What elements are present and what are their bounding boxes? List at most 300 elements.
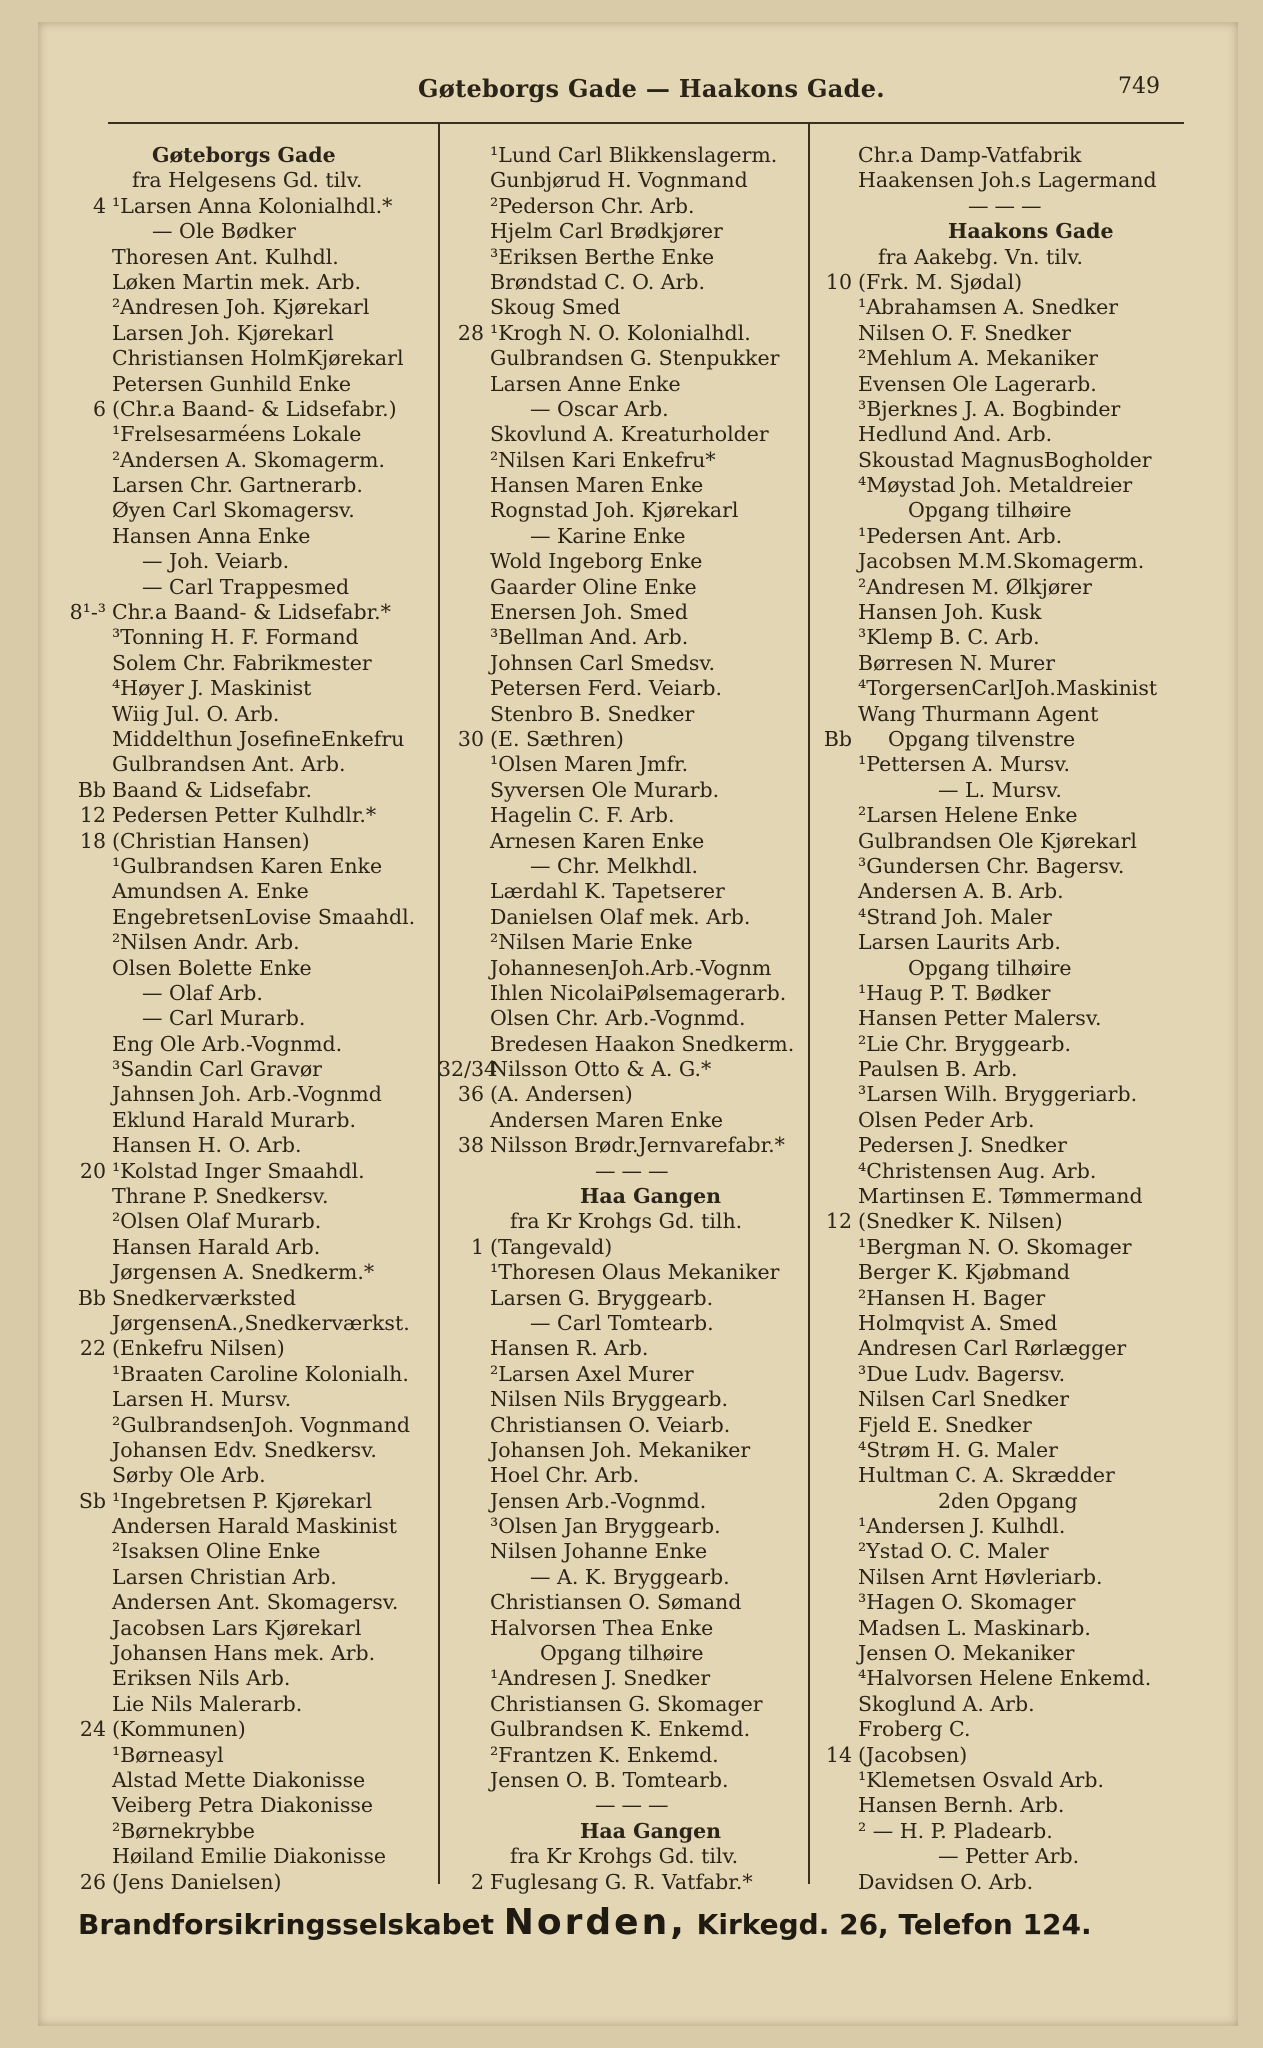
- entry-text: Nilsson Brødr.Jernvarefabr.*: [490, 1133, 785, 1158]
- entry-text: ———: [595, 1158, 675, 1183]
- entry-text: Johansen Edv. Snedkersv.: [112, 1437, 377, 1462]
- entry-text: Arnesen Karen Enke: [490, 828, 705, 853]
- entry-text: Halvorsen Thea Enke: [490, 1615, 714, 1640]
- entry-text: Christiansen G. Skomager: [490, 1691, 763, 1716]
- directory-entry: [438, 219, 838, 244]
- directory-entry: [806, 905, 1216, 930]
- directory-entry: [806, 1666, 1216, 1691]
- entry-text: Lærdahl K. Tapetserer: [490, 879, 725, 904]
- entry-text: Skovlund A. Kreaturholder: [490, 422, 769, 447]
- directory-entry: [806, 422, 1216, 447]
- directory-entry: [68, 1793, 478, 1818]
- directory-entry: [438, 879, 838, 904]
- directory-entry: [438, 1006, 838, 1031]
- directory-entry: [806, 245, 1216, 270]
- entry-text: Hjelm Carl Brødkjører: [490, 219, 723, 244]
- directory-entry: [68, 1692, 478, 1717]
- directory-entry: [806, 1057, 1216, 1082]
- directory-entry: [438, 372, 838, 397]
- entry-text: ⁴Strand Joh. Maler: [858, 904, 1052, 929]
- entry-text: Davidsen O. Arb.: [858, 1869, 1034, 1894]
- entry-text: ⁴Møystad Joh. Metaldreier: [858, 473, 1133, 498]
- directory-entry: [806, 854, 1216, 879]
- street-heading: [68, 143, 478, 168]
- directory-entry: [68, 270, 478, 295]
- entry-text: ³Gundersen Chr. Bagersv.: [858, 853, 1125, 878]
- entry-text: ³Bjerknes J. A. Bogbinder: [858, 396, 1121, 421]
- entry-text: Stenbro B. Snedker: [490, 701, 695, 726]
- entry-text: Veiberg Petra Diakonisse: [112, 1793, 373, 1818]
- directory-entry: [438, 1616, 838, 1641]
- entry-text: ²Olsen Olaf Murarb.: [112, 1209, 322, 1234]
- entry-text: Fuglesang G. R. Vatfabr.*: [490, 1869, 753, 1894]
- directory-entry: [438, 981, 838, 1006]
- directory-entry: [68, 651, 478, 676]
- entry-text: ¹Ingebretsen P. Kjørekarl: [112, 1488, 373, 1513]
- directory-entry: [68, 1565, 478, 1590]
- directory-entry: [806, 1413, 1216, 1438]
- directory-entry: [68, 1463, 478, 1488]
- page-title: Gøteborgs Gade — Haakons Gade.: [418, 74, 885, 103]
- section-separator: [438, 1793, 838, 1818]
- entry-text: ²Isaksen Oline Enke: [112, 1539, 321, 1564]
- house-number: 20: [79, 1158, 106, 1183]
- directory-entry: [438, 270, 838, 295]
- entry-text: Syversen Ole Murarb.: [490, 777, 720, 802]
- entry-text: Baand & Lidsefabr.: [112, 777, 313, 802]
- directory-entry: [68, 1717, 478, 1742]
- directory-entry: [68, 1743, 478, 1768]
- entry-text: ¹Lund Carl Blikkenslagerm.: [490, 143, 778, 167]
- entry-text: ⁴Christensen Aug. Arb.: [858, 1158, 1097, 1183]
- entry-text: Hansen H. O. Arb.: [112, 1133, 302, 1158]
- directory-entry: [438, 1870, 838, 1895]
- directory-entry: [68, 422, 478, 447]
- directory-entry: [806, 1006, 1216, 1031]
- directory-entry: [438, 727, 838, 752]
- directory-entry: [806, 1870, 1216, 1895]
- directory-entry: [68, 1514, 478, 1539]
- entry-text: Christiansen HolmKjørekarl: [112, 346, 404, 371]
- house-number: 22: [79, 1336, 106, 1361]
- directory-entry: [68, 1539, 478, 1564]
- entry-text: Børresen N. Murer: [858, 650, 1056, 675]
- directory-entry: [806, 752, 1216, 777]
- entry-text: Christiansen O. Sømand: [490, 1590, 742, 1615]
- entry-text: Eng Ole Arb.-Vognmd.: [112, 1031, 343, 1056]
- entry-text: — Oscar Arb.: [530, 396, 669, 421]
- directory-entry: [438, 930, 838, 955]
- page-number: 749: [1118, 74, 1160, 99]
- directory-entry: [438, 1032, 838, 1057]
- house-number: 18: [79, 828, 106, 853]
- directory-entry: [68, 1082, 478, 1107]
- directory-entry: [806, 1362, 1216, 1387]
- entry-text: Gulbrandsen G. Stenpukker: [490, 346, 780, 371]
- directory-entry: [68, 1235, 478, 1260]
- entry-text: Hansen R. Arb.: [490, 1336, 649, 1361]
- entry-text: ²Børnekrybbe: [112, 1818, 255, 1843]
- directory-entry: [806, 549, 1216, 574]
- entry-text: Haakons Gade: [948, 219, 1114, 244]
- entry-text: (Frk. M. Sjødal): [858, 269, 1023, 294]
- entry-text: ²Nilsen Kari Enkefru*: [490, 447, 716, 472]
- directory-entry: [438, 1413, 838, 1438]
- entry-text: Olsen Peder Arb.: [858, 1107, 1035, 1132]
- entry-text: Jensen O. Mekaniker: [858, 1641, 1075, 1666]
- directory-entry: [68, 448, 478, 473]
- entry-text: Jensen Arb.-Vognmd.: [490, 1488, 707, 1513]
- entry-text: ³Bellman And. Arb.: [490, 625, 689, 650]
- directory-entry: [806, 1133, 1216, 1158]
- entry-text: ⁴TorgersenCarlJoh.Maskinist: [858, 676, 1158, 701]
- directory-entry: [68, 372, 478, 397]
- directory-entry: [68, 1438, 478, 1463]
- directory-entry: [68, 702, 478, 727]
- entry-text: ²GulbrandsenJoh. Vognmand: [112, 1412, 411, 1437]
- directory-entry: [68, 727, 478, 752]
- house-number: 12: [825, 1209, 852, 1234]
- entry-text: Opgang tilhøire: [908, 498, 1072, 523]
- directory-entry: [806, 1260, 1216, 1285]
- entry-text: ———: [595, 1793, 675, 1818]
- entry-text: Ihlen NicolaiPølsemagerarb.: [490, 980, 787, 1005]
- directory-entry: [438, 651, 838, 676]
- directory-entry: [438, 752, 838, 777]
- entry-text: (Tangevald): [490, 1234, 613, 1259]
- entry-text: Skoug Smed: [490, 295, 621, 320]
- section-separator: [806, 194, 1216, 219]
- entry-text: — Ole Bødker: [152, 219, 296, 244]
- directory-entry: [806, 1768, 1216, 1793]
- directory-entry: [438, 702, 838, 727]
- entry-text: ²Nilsen Marie Enke: [490, 930, 693, 955]
- directory-entry: [438, 1235, 838, 1260]
- directory-entry: [806, 1717, 1216, 1742]
- entry-text: Hultman C. A. Skrædder: [858, 1463, 1115, 1488]
- directory-entry: [68, 295, 478, 320]
- entry-text: Andersen Maren Enke: [490, 1107, 724, 1132]
- entry-text: Christiansen O. Veiarb.: [490, 1412, 731, 1437]
- directory-entry: [68, 1260, 478, 1285]
- directory-entry: [806, 727, 1216, 752]
- entry-text: Haakensen Joh.s Lagermand: [858, 168, 1157, 193]
- directory-entry: [438, 829, 838, 854]
- entry-text: ¹Andresen J. Snedker: [490, 1666, 711, 1691]
- directory-entry: [806, 1336, 1216, 1361]
- entry-text: ³Klemp B. C. Arb.: [858, 625, 1040, 650]
- directory-entry: [68, 1311, 478, 1336]
- entry-text: Larsen Joh. Kjørekarl: [112, 320, 334, 345]
- directory-entry: [68, 1159, 478, 1184]
- directory-entry: [438, 1692, 838, 1717]
- page-header: [38, 74, 1238, 114]
- entry-text: ¹Krogh N. O. Kolonialhdl.: [490, 320, 751, 345]
- entry-text: Sørby Ole Arb.: [112, 1463, 266, 1488]
- directory-entry: [68, 1768, 478, 1793]
- house-number: 32/34: [438, 1057, 498, 1082]
- entry-text: Hansen Joh. Kusk: [858, 600, 1042, 625]
- directory-entry: [806, 1209, 1216, 1234]
- directory-entry: [68, 625, 478, 650]
- directory-entry: [438, 1082, 838, 1107]
- header-rule: [108, 122, 1184, 124]
- directory-entry: [806, 778, 1216, 803]
- entry-text: Wold Ingeborg Enke: [490, 549, 703, 574]
- directory-entry: [68, 1336, 478, 1361]
- entry-text: Opgang tilvenstre: [888, 726, 1076, 751]
- entry-text: Høiland Emilie Diakonisse: [112, 1844, 387, 1869]
- entry-text: Jahnsen Joh. Arb.-Vognmd: [112, 1082, 382, 1107]
- directory-entry: [68, 1006, 478, 1031]
- entry-text: (Jacobsen): [858, 1742, 968, 1767]
- directory-entry: [806, 803, 1216, 828]
- entry-text: Andresen Carl Rørlægger: [858, 1336, 1127, 1361]
- directory-entry: [806, 676, 1216, 701]
- directory-entry: [806, 1463, 1216, 1488]
- entry-text: ²Lie Chr. Bryggearb.: [858, 1031, 1071, 1056]
- house-number: 12: [79, 803, 106, 828]
- directory-entry: [438, 1463, 838, 1488]
- entry-text: Nilsen Nils Bryggearb.: [490, 1387, 728, 1412]
- entry-text: ³Sandin Carl Gravør: [112, 1057, 322, 1082]
- entry-text: Nilsson Otto & A. G.*: [490, 1057, 712, 1082]
- entry-text: Danielsen Olaf mek. Arb.: [490, 904, 751, 929]
- entry-text: Brøndstad C. O. Arb.: [490, 269, 706, 294]
- directory-entry: [438, 295, 838, 320]
- directory-entry: [806, 1032, 1216, 1057]
- house-number: 28: [457, 320, 484, 345]
- entry-text: Amundsen A. Enke: [112, 879, 309, 904]
- directory-entry: [438, 1844, 838, 1869]
- house-number: 24: [79, 1717, 106, 1742]
- entry-text: (Enkefru Nilsen): [112, 1336, 285, 1361]
- entry-text: ¹Andersen J. Kulhdl.: [858, 1514, 1066, 1539]
- entry-text: Nilsen O. F. Snedker: [858, 320, 1071, 345]
- entry-text: — A. K. Bryggearb.: [530, 1564, 730, 1589]
- house-number: 30: [457, 726, 484, 751]
- entry-text: — Carl Murarb.: [142, 1006, 306, 1031]
- entry-text: ³Eriksen Berthe Enke: [490, 244, 715, 269]
- directory-entry: [68, 168, 478, 193]
- entry-text: Petersen Gunhild Enke: [112, 371, 352, 396]
- directory-entry: [68, 676, 478, 701]
- entry-text: Gaarder Oline Enke: [490, 574, 697, 599]
- directory-entry: [68, 1387, 478, 1412]
- entry-text: Skoustad MagnusBogholder: [858, 447, 1152, 472]
- entry-text: Andersen Harald Maskinist: [112, 1514, 397, 1539]
- entry-text: Thrane P. Snedkersv.: [112, 1184, 329, 1209]
- entry-text: ¹Pedersen Ant. Arb.: [858, 523, 1063, 548]
- directory-entry: [438, 1209, 838, 1234]
- entry-text: Solem Chr. Fabrikmester: [112, 650, 372, 675]
- house-number: 38: [457, 1133, 484, 1158]
- directory-entry: [806, 1616, 1216, 1641]
- directory-entry: [68, 194, 478, 219]
- directory-entry: [68, 1641, 478, 1666]
- directory-entry: [438, 575, 838, 600]
- entry-text: Øyen Carl Skomagersv.: [112, 498, 355, 523]
- entry-text: Hagelin C. F. Arb.: [490, 803, 675, 828]
- directory-entry: [68, 524, 478, 549]
- directory-entry: [806, 524, 1216, 549]
- directory-entry: [68, 473, 478, 498]
- entry-text: Enersen Joh. Smed: [490, 600, 689, 625]
- entry-text: ³Due Ludv. Bagersv.: [858, 1361, 1066, 1386]
- footer-company-name: Norden,: [503, 1902, 687, 1943]
- directory-entry: [806, 1565, 1216, 1590]
- directory-entry: [438, 778, 838, 803]
- directory-entry: [438, 1108, 838, 1133]
- entry-text: Gulbrandsen K. Enkemd.: [490, 1717, 751, 1742]
- entry-text: Larsen G. Bryggearb.: [490, 1285, 714, 1310]
- entry-text: ²Hansen H. Bager: [858, 1285, 1046, 1310]
- entry-text: ¹Haug P. T. Bødker: [858, 980, 1051, 1005]
- directory-entry: [68, 346, 478, 371]
- directory-entry: [438, 600, 838, 625]
- entry-text: Haa Gangen: [580, 1184, 722, 1209]
- directory-entry: [806, 625, 1216, 650]
- directory-entry: [438, 1362, 838, 1387]
- entry-text: Gøteborgs Gade: [152, 143, 336, 167]
- house-number: Bb: [823, 726, 852, 751]
- house-number: 14: [825, 1742, 852, 1767]
- entry-text: Larsen Chr. Gartnerarb.: [112, 473, 363, 498]
- directory-entry: [438, 1717, 838, 1742]
- entry-text: — Carl Tomtearb.: [530, 1310, 714, 1335]
- directory-entry: [438, 905, 838, 930]
- entry-text: Snedkerværksted: [112, 1285, 296, 1310]
- entry-text: Eriksen Nils Arb.: [112, 1666, 291, 1691]
- directory-entry: [68, 321, 478, 346]
- directory-entry: [806, 1793, 1216, 1818]
- entry-text: Jørgensen A. Snedkerm.*: [112, 1260, 375, 1285]
- house-number: Bb: [77, 777, 106, 802]
- directory-entry: [68, 1819, 478, 1844]
- directory-entry: [438, 346, 838, 371]
- footer-prefix: Brandforsikringsselskabet: [78, 1908, 495, 1941]
- directory-entry: [438, 1133, 838, 1158]
- directory-entry: [68, 1590, 478, 1615]
- entry-text: (Christian Hansen): [112, 828, 310, 853]
- directory-entry: [806, 295, 1216, 320]
- directory-entry: [438, 1514, 838, 1539]
- directory-entry: [806, 702, 1216, 727]
- directory-entry: [806, 981, 1216, 1006]
- directory-entry: [438, 1438, 838, 1463]
- entry-text: Chr.a Damp-Vatfabrik: [858, 143, 1082, 167]
- directory-entry: [68, 1489, 478, 1514]
- entry-text: ² — H. P. Pladearb.: [858, 1818, 1053, 1843]
- entry-text: ¹Frelsesarméens Lokale: [112, 422, 362, 447]
- entry-text: ²Nilsen Andr. Arb.: [112, 930, 300, 955]
- entry-text: Berger K. Kjøbmand: [858, 1260, 1071, 1285]
- directory-entry: [806, 651, 1216, 676]
- directory-entry: [438, 245, 838, 270]
- directory-entry: [438, 676, 838, 701]
- directory-entry: [806, 1311, 1216, 1336]
- entry-text: Wiig Jul. O. Arb.: [112, 701, 280, 726]
- column-2: [438, 143, 838, 1895]
- directory-entry: [806, 1590, 1216, 1615]
- directory-entry: [68, 956, 478, 981]
- directory-entry: [68, 1286, 478, 1311]
- entry-text: Olsen Bolette Enke: [112, 955, 312, 980]
- directory-entry: [806, 575, 1216, 600]
- directory-entry: [806, 1082, 1216, 1107]
- entry-text: Pedersen J. Snedker: [858, 1133, 1067, 1158]
- directory-entry: [68, 879, 478, 904]
- entry-text: Froberg C.: [858, 1717, 971, 1742]
- entry-text: (Chr.a Baand- & Lidsefabr.): [112, 396, 397, 421]
- entry-text: ³Tonning H. F. Formand: [112, 625, 359, 650]
- entry-text: Evensen Ole Lagerarb.: [858, 371, 1097, 396]
- entry-text: Nilsen Johanne Enke: [490, 1539, 708, 1564]
- entry-text: Skoglund A. Arb.: [858, 1691, 1035, 1716]
- directory-entry: [68, 752, 478, 777]
- house-number: 8¹-³: [69, 600, 106, 625]
- entry-text: Hansen Petter Malersv.: [858, 1006, 1102, 1031]
- directory-entry: [438, 1387, 838, 1412]
- entry-text: ⁴Høyer J. Maskinist: [112, 676, 312, 701]
- house-number: 6: [92, 396, 106, 421]
- entry-text: (E. Sæthren): [490, 726, 624, 751]
- street-heading: [806, 219, 1216, 244]
- entry-text: ¹Kolstad Inger Smaahdl.: [112, 1158, 365, 1183]
- directory-entry: [806, 829, 1216, 854]
- entry-text: fra Aakebg. Vn. tilv.: [878, 244, 1084, 269]
- directory-entry: [438, 1641, 838, 1666]
- directory-entry: [68, 498, 478, 523]
- directory-entry: [806, 397, 1216, 422]
- column-1: [68, 143, 478, 1895]
- directory-entry: [806, 321, 1216, 346]
- directory-entry: [438, 1260, 838, 1285]
- directory-entry: [806, 143, 1216, 168]
- directory-entry: [68, 1616, 478, 1641]
- directory-entry: [438, 625, 838, 650]
- directory-entry: [68, 829, 478, 854]
- directory-entry: [438, 1311, 838, 1336]
- directory-entry: [806, 1159, 1216, 1184]
- directory-entry: [68, 1057, 478, 1082]
- directory-entry: [68, 600, 478, 625]
- directory-entry: [806, 1641, 1216, 1666]
- entry-text: Middelthun JosefineEnkefru: [112, 726, 405, 751]
- entry-text: Andersen A. B. Arb.: [858, 879, 1064, 904]
- entry-text: ¹Braaten Caroline Kolonialh.: [112, 1361, 409, 1386]
- entry-text: Opgang tilhøire: [908, 955, 1072, 980]
- directory-entry: [438, 422, 838, 447]
- house-number: 2: [470, 1869, 484, 1894]
- directory-entry: [68, 803, 478, 828]
- house-number: 1: [470, 1234, 484, 1259]
- directory-entry: [68, 1413, 478, 1438]
- entry-text: — Joh. Veiarb.: [142, 549, 290, 574]
- directory-entry: [438, 1489, 838, 1514]
- directory-entry: [806, 1819, 1216, 1844]
- entry-text: Bredesen Haakon Snedkerm.: [490, 1031, 795, 1056]
- entry-text: Løken Martin mek. Arb.: [112, 269, 362, 294]
- directory-entry: [806, 1438, 1216, 1463]
- directory-entry: [68, 930, 478, 955]
- directory-entry: [806, 1387, 1216, 1412]
- directory-entry: [438, 448, 838, 473]
- entry-text: ²Pederson Chr. Arb.: [490, 193, 695, 218]
- entry-text: Holmqvist A. Smed: [858, 1310, 1058, 1335]
- entry-text: ³Hagen O. Skomager: [858, 1590, 1076, 1615]
- directory-entry: [806, 448, 1216, 473]
